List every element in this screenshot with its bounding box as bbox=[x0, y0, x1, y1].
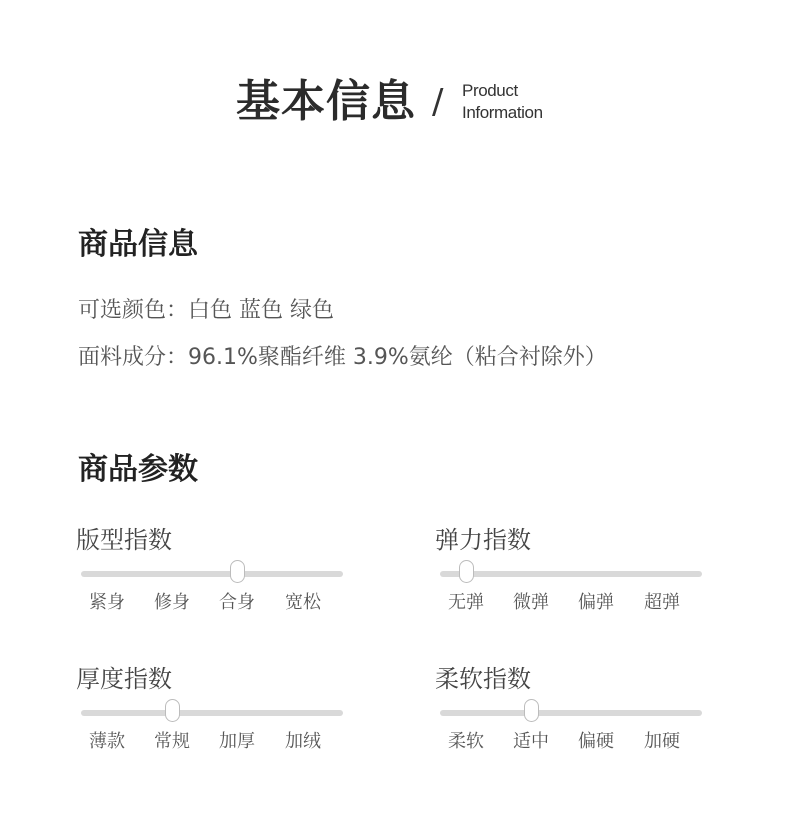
param-thickness-index bbox=[76, 663, 351, 783]
tick-label: 无弹 bbox=[448, 592, 484, 613]
tick-label: 加硬 bbox=[644, 731, 680, 752]
header-title-en-line1: Product bbox=[462, 81, 518, 100]
tick-label: 薄款 bbox=[89, 731, 125, 752]
tick-label: 加厚 bbox=[219, 731, 255, 752]
param-label: 厚度指数 bbox=[76, 665, 172, 693]
header-title-en-line2: Information bbox=[462, 103, 543, 122]
header-title-en bbox=[462, 80, 543, 124]
slider-track bbox=[81, 710, 343, 716]
tick-label: 宽松 bbox=[285, 592, 321, 613]
param-elasticity-index bbox=[435, 524, 710, 644]
tick-label: 修身 bbox=[154, 592, 190, 613]
tick-label: 偏弹 bbox=[578, 592, 614, 613]
slider-ticks bbox=[435, 729, 710, 755]
slider-knob bbox=[230, 560, 245, 583]
tick-label: 常规 bbox=[154, 731, 190, 752]
tick-label: 适中 bbox=[513, 731, 549, 752]
header-slash: / bbox=[432, 82, 444, 122]
slider-ticks bbox=[76, 590, 351, 616]
tick-label: 柔软 bbox=[448, 731, 484, 752]
tick-label: 加绒 bbox=[285, 731, 321, 752]
param-softness-index bbox=[435, 663, 710, 783]
slider-knob bbox=[459, 560, 474, 583]
tick-label: 超弹 bbox=[644, 592, 680, 613]
page-header bbox=[0, 72, 790, 132]
slider-ticks bbox=[435, 590, 710, 616]
product-params-title: 商品参数 bbox=[78, 452, 198, 487]
tick-label: 合身 bbox=[219, 592, 255, 613]
slider-track bbox=[81, 571, 343, 577]
slider-track bbox=[440, 571, 702, 577]
fabric-composition-line: 面料成分：96.1%聚酯纤维 3.9%氨纶（粘合衬除外） bbox=[78, 345, 607, 370]
param-label: 版型指数 bbox=[76, 526, 172, 554]
slider-track bbox=[440, 710, 702, 716]
slider-ticks bbox=[76, 729, 351, 755]
slider-knob bbox=[524, 699, 539, 722]
product-info-title: 商品信息 bbox=[78, 227, 198, 262]
param-fit-index bbox=[76, 524, 351, 644]
header-title-cn: 基本信息 bbox=[236, 76, 416, 127]
available-colors-line: 可选颜色：白色 蓝色 绿色 bbox=[78, 298, 334, 323]
tick-label: 偏硬 bbox=[578, 731, 614, 752]
slider-knob bbox=[165, 699, 180, 722]
param-label: 弹力指数 bbox=[435, 526, 531, 554]
tick-label: 紧身 bbox=[89, 592, 125, 613]
param-label: 柔软指数 bbox=[435, 665, 531, 693]
tick-label: 微弹 bbox=[513, 592, 549, 613]
